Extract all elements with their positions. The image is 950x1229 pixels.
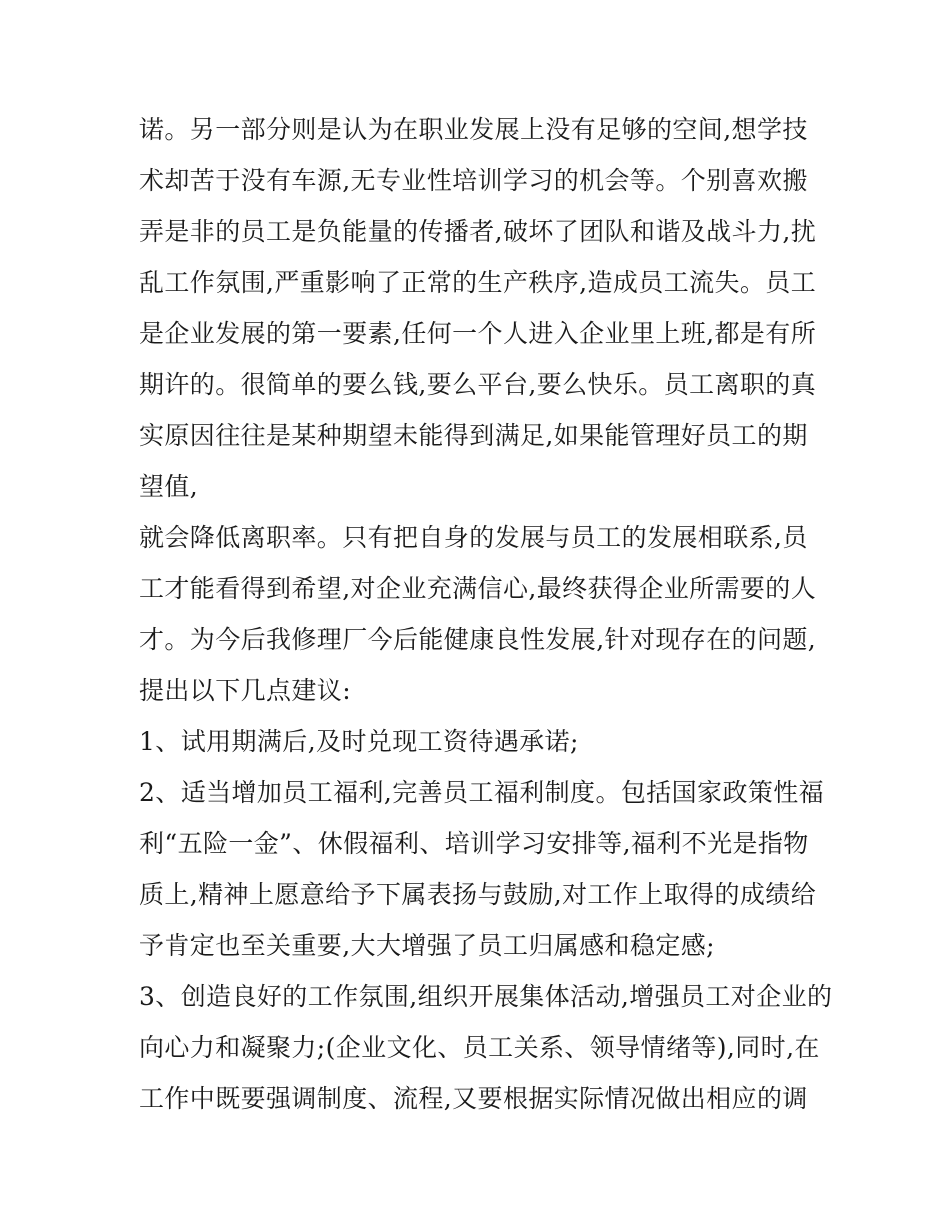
text-line: 期许的。很简单的要么钱,要么平台,要么快乐。员工离职的真 [139,370,817,399]
text-line: 质上,精神上愿意给予下属表扬与鼓励,对工作上取得的成绩给 [139,880,817,909]
list-item-3: 3、创造良好的工作氛围,组织开展集体活动,增强员工对企业的 [139,982,833,1011]
list-item-2: 2、适当增加员工福利,完善员工福利制度。包括国家政策性福 [139,778,825,807]
text-line: 就会降低离职率。只有把自身的发展与员工的发展相联系,员 [139,523,808,552]
text-line: 望值, [139,472,199,501]
list-item-1: 1、试用期满后,及时兑现工资待遇承诺; [139,727,579,756]
text-line: 向心力和凝聚力;(企业文化、员工关系、领导情绪等),同时,在 [139,1033,820,1062]
text-line: 乱工作氛围,严重影响了正常的生产秩序,造成员工流失。员工 [139,268,817,297]
text-line: 是企业发展的第一要素,任何一个人进入企业里上班,都是有所 [139,319,817,348]
text-line: 提出以下几点建议: [139,676,352,705]
text-line: 实原因往往是某种期望未能得到满足,如果能管理好员工的期 [139,421,808,450]
text-line: 术却苦于没有车源,无专业性培训学习的机会等。个别喜欢搬 [139,166,808,195]
text-line: 才。为今后我修理厂今后能健康良性发展,针对现存在的问题, [139,625,817,654]
text-line: 工作中既要强调制度、流程,又要根据实际情况做出相应的调 [139,1084,808,1113]
text-line: 诺。另一部分则是认为在职业发展上没有足够的空间,想学技 [139,115,808,144]
text-line: 工才能看得到希望,对企业充满信心,最终获得企业所需要的人 [139,574,817,603]
text-line: 弄是非的员工是负能量的传播者,破坏了团队和谐及战斗力,扰 [139,217,817,246]
body-text [139,104,833,1124]
text-line: 予肯定也至关重要,大大增强了员工归属感和稳定感; [139,931,715,960]
text-line: 利“五险一金”、休假福利、培训学习安排等,福利不光是指物 [139,829,809,858]
